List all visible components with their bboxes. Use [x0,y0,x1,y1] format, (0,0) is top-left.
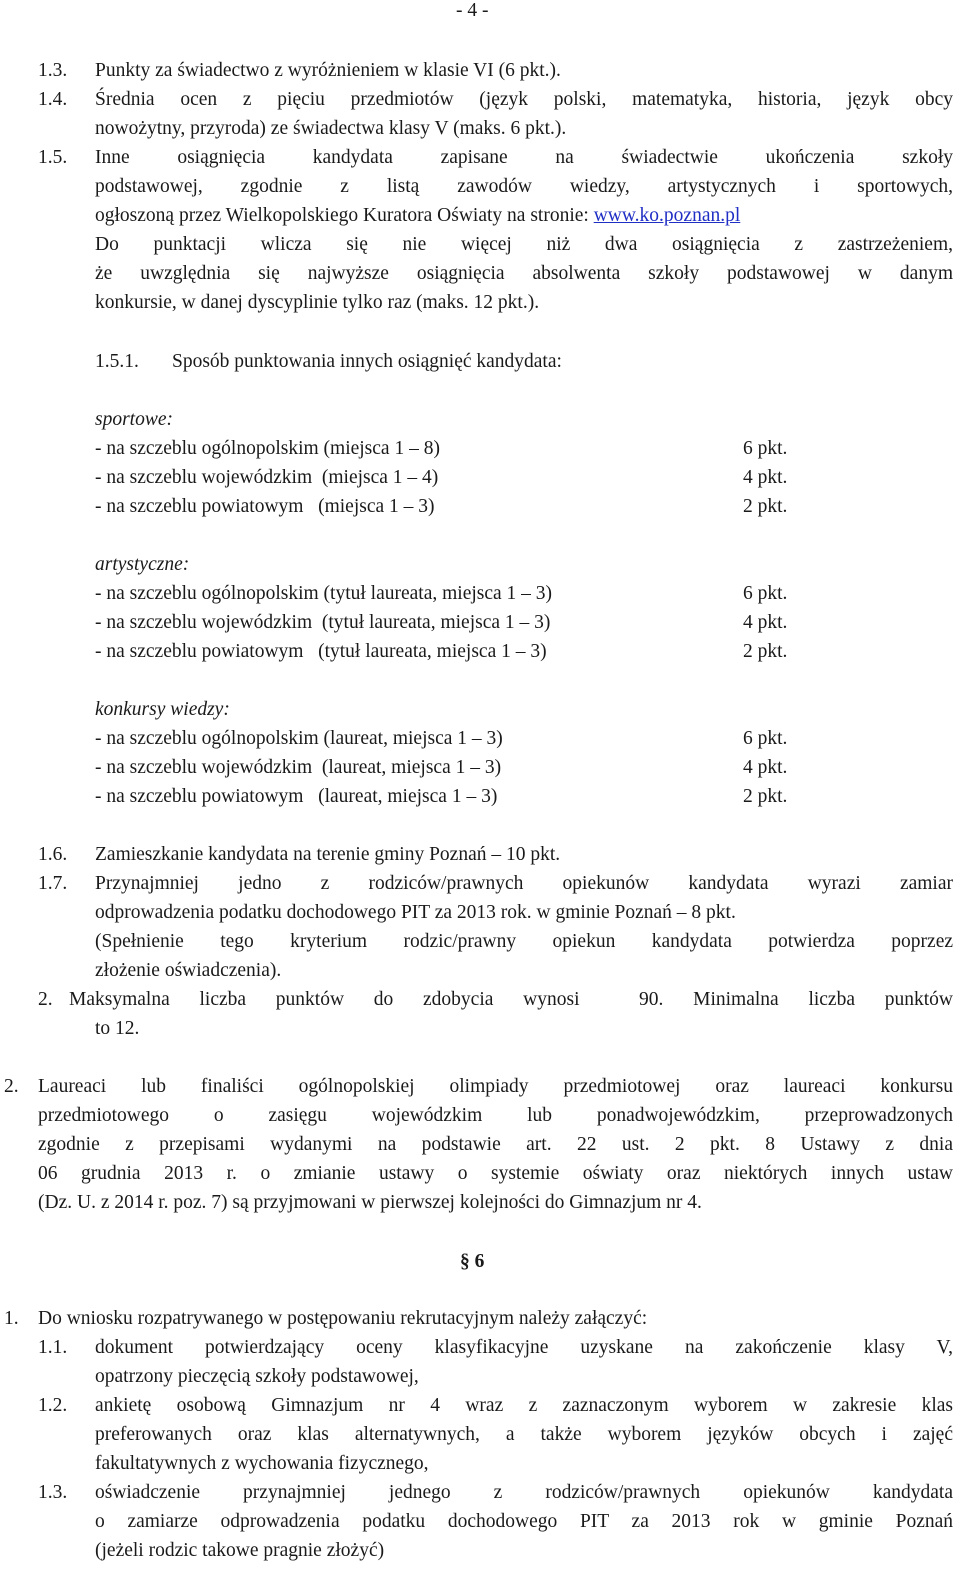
item-text: Zamieszkanie kandydata na terenie gminy Poznań – 10 pkt. [95,844,561,865]
item-text: zgodnie z przepisami wydanymi na podstawie art. 22 ust. 2 pkt. 8 Ustawy z dnia [38,1134,953,1155]
item-text: Inne osiągnięcia kandydata zapisane na świadectwie ukończenia szkoły [95,147,953,168]
score-row: - na szczeblu ogólnopolskim (laureat, miejsca 1 – 3) [95,728,503,749]
score-points: 2 pkt. [743,641,788,662]
item-text: Do punktacji wlicza się nie więcej niż dwa osiągnięcia z zastrzeżeniem, [95,234,953,255]
score-points: 4 pkt. [743,467,788,488]
item-text: dokument potwierdzający oceny klasyfikacyjne uzyskane na zakończenie klasy V, [95,1337,953,1358]
item-text: nowożytny, przyroda) ze świadectwa klasy V (maks. 6 pkt.). [95,118,567,139]
item-text: (Spełnienie tego kryterium rodzic/prawny opiekun kandydata potwierdza poprzez [95,931,953,952]
item-text: (Dz. U. z 2014 r. poz. 7) są przyjmowani w pierwszej kolejności do Gimnazjum nr 4. [38,1192,702,1213]
item-text: Przynajmniej jedno z rodziców/prawnych opiekunów kandydata wyrazi zamiar [95,873,953,894]
item-text: opatrzony pieczęcią szkoły podstawowej, [95,1366,419,1387]
item-text: podstawowej, zgodnie z listą zawodów wiedzy, artystycznych i sportowych, [95,176,953,197]
item-number: 1.5.1. [95,351,139,372]
item-text: Maksymalna liczba punktów do zdobycia wynosi 90. Minimalna liczba punktów [69,989,953,1010]
item-text: to 12. [95,1018,140,1039]
item-text: konkursie, w danej dyscyplinie tylko raz (maks. 12 pkt.). [95,292,540,313]
item-text-line [95,205,740,227]
score-row: - na szczeblu wojewódzkim (miejsca 1 – 4) [95,467,439,488]
score-row: - na szczeblu wojewódzkim (tytuł laureata, miejsca 1 – 3) [95,612,551,633]
score-row: - na szczeblu powiatowym (laureat, miejsca 1 – 3) [95,786,498,807]
score-points: 4 pkt. [743,612,788,633]
item-text: (jeżeli rodzic takowe pragnie złożyć) [95,1540,385,1561]
item-number: 1.4. [38,89,68,110]
item-number: 1.5. [38,147,68,168]
item-text: złożenie oświadczenia). [95,960,282,981]
item-number: 1.3. [38,60,68,81]
item-text: Laureaci lub finaliści ogólnopolskiej olimpiady przedmiotowej oraz laureaci konkursu [38,1076,953,1097]
category-heading: sportowe: [95,409,173,430]
page-number: - 4 - [456,0,489,21]
item-number: 2. [4,1076,19,1097]
item-text: Sposób punktowania innych osiągnięć kandydata: [172,351,562,372]
item-text: Punkty za świadectwo z wyróżnieniem w klasie VI (6 pkt.). [95,60,561,81]
score-row: - na szczeblu ogólnopolskim (miejsca 1 – 8) [95,438,440,459]
score-row: - na szczeblu wojewódzkim (laureat, miejsca 1 – 3) [95,757,502,778]
item-text: ankietę osobową Gimnazjum nr 4 wraz z zaznaczonym wyborem w zakresie klas [95,1395,953,1416]
score-points: 2 pkt. [743,786,788,807]
item-number: 1.2. [38,1395,68,1416]
item-number: 1.1. [38,1337,68,1358]
item-text: Do wniosku rozpatrywanego w postępowaniu rekrutacyjnym należy załączyć: [38,1308,648,1329]
item-text: odprowadzenia podatku dochodowego PIT za 2013 rok. w gminie Poznań – 8 pkt. [95,902,736,923]
item-number: 1.6. [38,844,68,865]
item-text: preferowanych oraz klas alternatywnych, a także wyborem języków obcych i zajęć [95,1424,953,1445]
score-points: 6 pkt. [743,438,788,459]
item-text: że uwzględnia się najwyższe osiągnięcia absolwenta szkoły podstawowej w danym [95,263,953,284]
item-text: o zamiarze odprowadzenia podatku dochodowego PIT za 2013 rok w gminie Poznań [95,1511,953,1532]
score-row: - na szczeblu ogólnopolskim (tytuł laureata, miejsca 1 – 3) [95,583,553,604]
item-number: 1. [4,1308,19,1329]
item-text: 06 grudnia 2013 r. o zmianie ustawy o systemie oświaty oraz niektórych innych ustaw [38,1163,953,1184]
item-text: oświadczenie przynajmniej jednego z rodziców/prawnych opiekunów kandydata [95,1482,953,1503]
item-number: 1.3. [38,1482,68,1503]
score-points: 6 pkt. [743,728,788,749]
kuratorium-link[interactable]: www.ko.poznan.pl [593,205,741,226]
score-points: 2 pkt. [743,496,788,517]
item-text: ogłoszoną przez Wielkopolskiego Kuratora Oświaty na stronie: [95,205,589,226]
item-number: 2. [38,989,53,1010]
score-points: 4 pkt. [743,757,788,778]
score-row: - na szczeblu powiatowym (tytuł laureata, miejsca 1 – 3) [95,641,547,662]
section-heading: § 6 [460,1251,485,1272]
category-heading: artystyczne: [95,554,190,575]
score-points: 6 pkt. [743,583,788,604]
score-row: - na szczeblu powiatowym (miejsca 1 – 3) [95,496,435,517]
item-text: Średnia ocen z pięciu przedmiotów (język polski, matematyka, historia, język obcy [95,89,953,110]
item-text: fakultatywnych z wychowania fizycznego, [95,1453,429,1474]
category-heading: konkursy wiedzy: [95,699,230,720]
item-text: przedmiotowego o zasięgu wojewódzkim lub ponadwojewódzkim, przeprowadzonych [38,1105,953,1126]
item-number: 1.7. [38,873,68,894]
